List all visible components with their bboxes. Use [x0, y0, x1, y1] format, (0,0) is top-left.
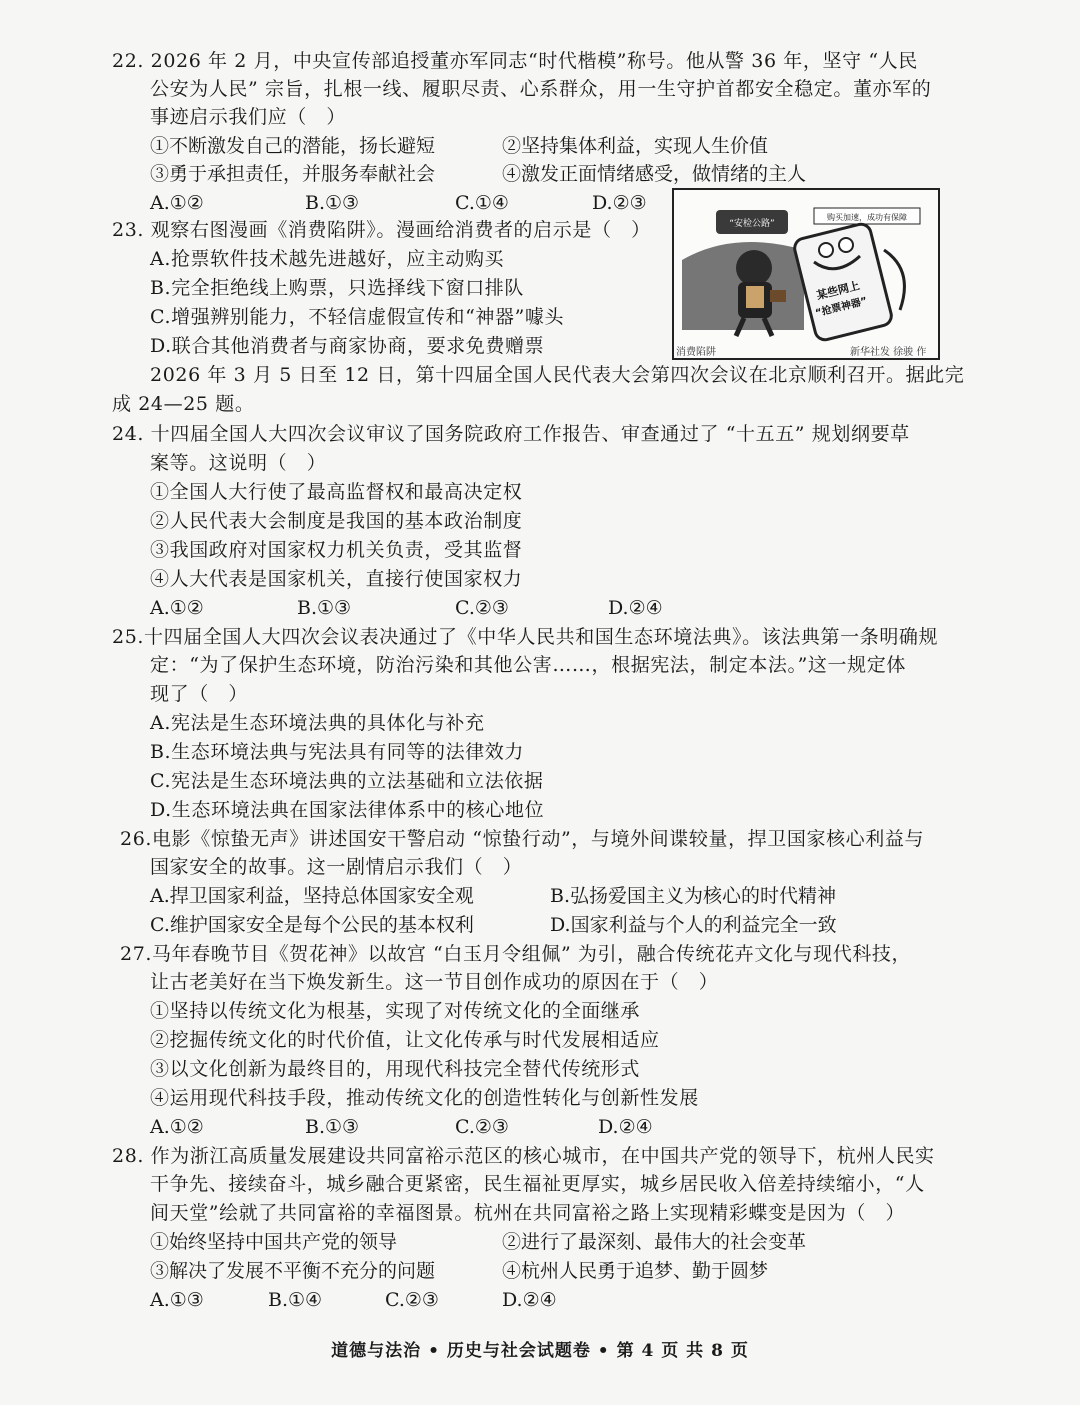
road-sign-text: “安检公路” — [729, 219, 775, 229]
q28-line-2: 干争先、接续奋斗，城乡融合更紧密，民生福祉更厚实，城乡居民收入倍差持续缩小，“人 — [150, 1173, 925, 1195]
q24-choice-d: D.②④ — [608, 597, 663, 619]
q25-line-2: 定：“为了保护生态环境，防治污染和其他公害……，根据宪法，制定本法。”这一规定体 — [150, 654, 906, 676]
q25-option-c: C.宪法是生态环境法典的立法基础和立法依据 — [150, 770, 544, 792]
person-head — [736, 250, 772, 286]
q28-choice-a: A.①③ — [150, 1289, 204, 1311]
q25-option-d: D.生态环境法典在国家法律体系中的核心地位 — [150, 799, 545, 821]
q27-statement-1: ①坚持以传统文化为根基，实现了对传统文化的全面继承 — [150, 1000, 641, 1022]
q24-statement-1: ①全国人大行使了最高监督权和最高决定权 — [150, 481, 523, 503]
q25-option-b: B.生态环境法典与宪法具有同等的法律效力 — [150, 741, 525, 763]
q27-choice-b: B.①③ — [305, 1116, 360, 1138]
q28-choice-b: B.①④ — [268, 1289, 323, 1311]
intro-24-25-line-2: 成 24—25 题。 — [112, 393, 255, 415]
q26-option-a: A.捍卫国家利益，坚持总体国家安全观 — [150, 885, 474, 907]
q22-statement-1: ①不断激发自己的潜能，扬长避短 — [150, 135, 436, 157]
q22-choice-d: D.②③ — [592, 192, 647, 214]
phone-text-1: 某些网上 — [815, 278, 862, 303]
person-shirt — [746, 286, 764, 308]
q27-choice-c: C.②③ — [455, 1116, 509, 1138]
cartoon-caption-credit: 新华社发 徐骏 作 — [850, 347, 927, 358]
q27-choice-d: D.②④ — [598, 1116, 653, 1138]
consumer-trap-cartoon — [672, 188, 940, 360]
phone-text-2: “抢票神器” — [814, 295, 869, 320]
cartoon-caption-title: 消费陷阱 — [676, 347, 716, 358]
q22-choice-c: C.①④ — [455, 192, 509, 214]
monster-eye-left — [819, 243, 833, 257]
q25-line-3: 现了（ ） — [150, 683, 249, 705]
q24-statement-3: ③我国政府对国家权力机关负责，受其监督 — [150, 539, 523, 561]
q27-statement-2: ②挖掘传统文化的时代价值，让文化传承与时代发展相适应 — [150, 1029, 660, 1051]
q22-line-2: 公安为人民” 宗旨，扎根一线、履职尽责、心系群众，用一生守护首都安全稳定。董亦军的 — [150, 78, 932, 100]
q27-choice-a: A.①② — [150, 1116, 204, 1138]
q22-statement-4: ④激发正面情绪感受，做情绪的主人 — [502, 163, 807, 185]
cartoon-drawing — [674, 190, 938, 342]
q23-stem: 23. 观察右图漫画《消费陷阱》。漫画给消费者的启示是（ ） — [112, 219, 651, 241]
q26-option-c: C.维护国家安全是每个公民的基本权利 — [150, 914, 474, 936]
q24-statement-4: ④人大代表是国家机关，直接行使国家权力 — [150, 568, 523, 590]
q24-choice-c: C.②③ — [455, 597, 509, 619]
monster-eye-right — [839, 238, 853, 252]
q25-option-a: A.宪法是生态环境法典的具体化与补充 — [150, 712, 485, 734]
q26-line-2: 国家安全的故事。这一剧情启示我们（ ） — [150, 856, 523, 878]
q24-line-2: 案等。这说明（ ） — [150, 452, 327, 474]
page-footer: 道德与法治 • 历史与社会试题卷 • 第 4 页 共 8 页 — [331, 1341, 749, 1361]
q22-line-1: 22. 2026 年 2 月，中央宣传部追授董亦军同志“时代楷模”称号。他从警 36 年，坚守 “人民 — [112, 50, 918, 72]
q26-line-1: 26.电影《惊蛰无声》讲述国安干警启动 “惊蛰行动”，与境外间谍较量，捍卫国家核心利益与 — [120, 828, 925, 850]
q28-statement-3: ③解决了发展不平衡不充分的问题 — [150, 1260, 436, 1282]
q26-option-d: D.国家利益与个人的利益完全一致 — [550, 914, 837, 936]
banner-text: 购买加速，成功有保障 — [827, 213, 907, 222]
q24-statement-2: ②人民代表大会制度是我国的基本政治制度 — [150, 510, 523, 532]
q28-choice-c: C.②③ — [385, 1289, 439, 1311]
q23-option-d: D.联合其他消费者与商家协商，要求免费赠票 — [150, 335, 545, 357]
q28-choice-d: D.②④ — [502, 1289, 557, 1311]
q25-line-1: 25.十四届全国人大四次会议表决通过了《中华人民共和国生态环境法典》。该法典第一条明确规 — [112, 626, 939, 648]
q22-choice-b: B.①③ — [305, 192, 360, 214]
q24-choice-a: A.①② — [150, 597, 204, 619]
q22-statement-3: ③勇于承担责任，并服务奉献社会 — [150, 163, 436, 185]
q22-line-3: 事迹启示我们应（ ） — [150, 106, 347, 128]
q28-statement-4: ④杭州人民勇于追梦、勤于圆梦 — [502, 1260, 769, 1282]
q24-choice-b: B.①③ — [297, 597, 352, 619]
q24-line-1: 24. 十四届全国人大四次会议审议了国务院政府工作报告、审查通过了 “十五五” 规划纲要草 — [112, 423, 910, 445]
wallet-icon — [770, 290, 786, 302]
q23-option-b: B.完全拒绝线上购票，只选择线下窗口排队 — [150, 277, 525, 299]
q23-option-c: C.增强辨别能力，不轻信虚假宣传和“神器”噱头 — [150, 306, 565, 328]
q27-statement-3: ③以文化创新为最终目的，用现代科技完全替代传统形式 — [150, 1058, 641, 1080]
q27-line-2: 让古老美好在当下焕发新生。这一节目创作成功的原因在于（ ） — [150, 971, 719, 993]
q28-line-3: 间天堂”绘就了共同富裕的幸福图景。杭州在共同富裕之路上实现精彩蝶变是因为（ ） — [150, 1202, 906, 1224]
q28-line-1: 28. 作为浙江高质量发展建设共同富裕示范区的核心城市，在中国共产党的领导下，杭州人民实 — [112, 1145, 935, 1167]
q28-statement-2: ②进行了最深刻、最伟大的社会变革 — [502, 1231, 807, 1253]
q22-choice-a: A.①② — [150, 192, 204, 214]
q26-option-b: B.弘扬爱国主义为核心的时代精神 — [550, 885, 837, 907]
intro-24-25-line-1: 2026 年 3 月 5 日至 12 日，第十四届全国人民代表大会第四次会议在北京顺利召开。据此完 — [150, 364, 965, 386]
q27-line-1: 27.马年春晚节目《贺花神》以故宫 “白玉月令组佩” 为引，融合传统花卉文化与现代科技， — [120, 943, 912, 965]
q23-option-a: A.抢票软件技术越先进越好，应主动购买 — [150, 248, 505, 270]
q27-statement-4: ④运用现代科技手段，推动传统文化的创造性转化与创新性发展 — [150, 1087, 699, 1109]
q22-statement-2: ②坚持集体利益，实现人生价值 — [502, 135, 769, 157]
q28-statement-1: ①始终坚持中国共产党的领导 — [150, 1231, 398, 1253]
